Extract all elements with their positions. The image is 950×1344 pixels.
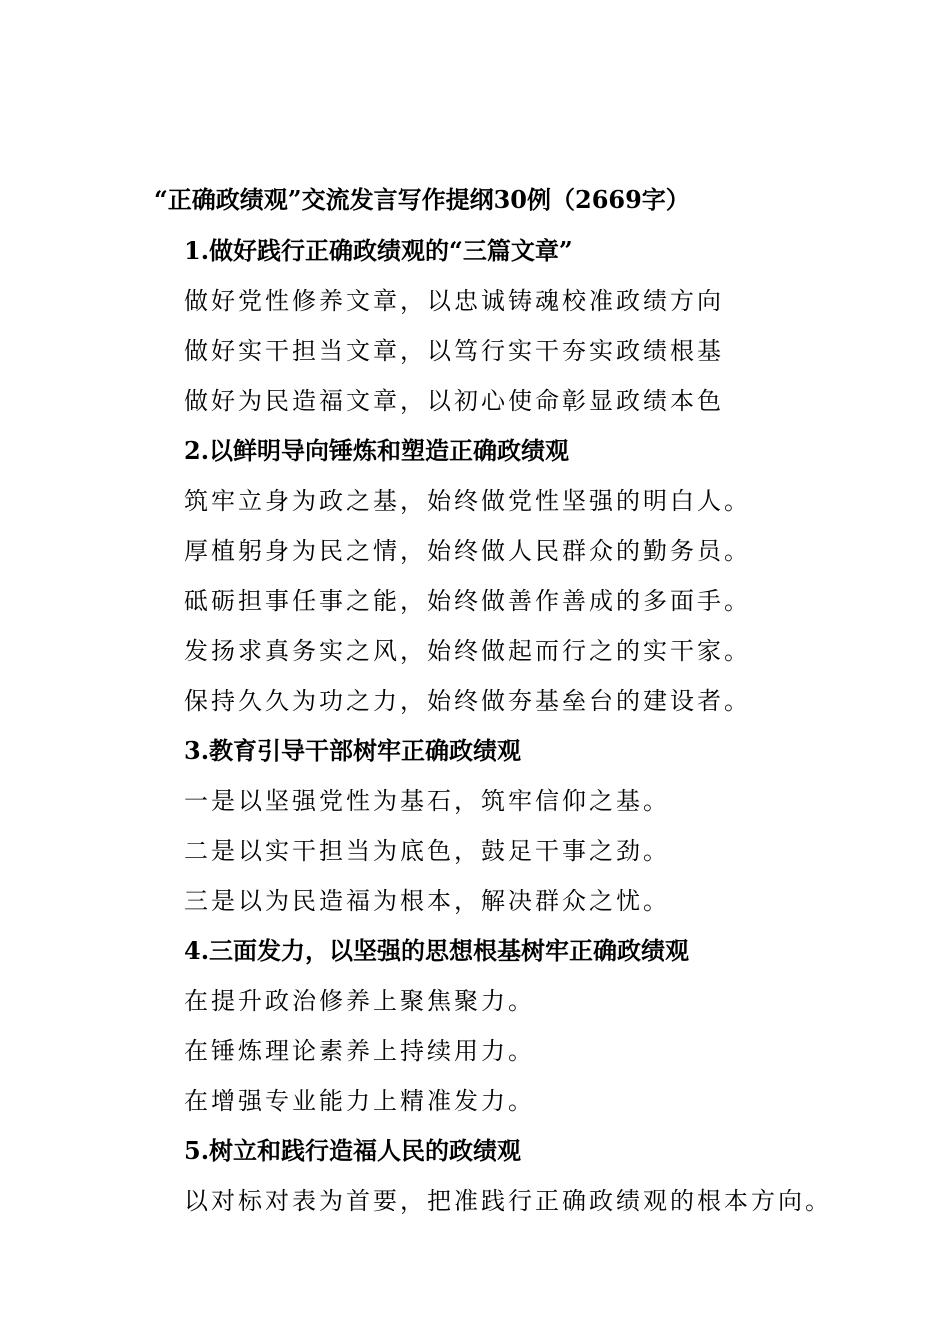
body-line: 筑牢立身为政之基，始终做党性坚强的明白人。 bbox=[184, 487, 751, 515]
body-line: 在增强专业能力上精准发力。 bbox=[184, 1087, 535, 1115]
body-line: 厚植躬身为民之情，始终做人民群众的勤务员。 bbox=[184, 537, 751, 565]
document-body bbox=[184, 226, 904, 1226]
document-title: “正确政绩观”交流发言写作提纲30例（2669字） bbox=[154, 185, 690, 214]
body-line: 做好为民造福文章，以初心使命彰显政绩本色 bbox=[184, 387, 724, 415]
body-line: 做好党性修养文章，以忠诚铸魂校准政绩方向 bbox=[184, 287, 724, 315]
body-line: 保持久久为功之力，始终做夯基垒台的建设者。 bbox=[184, 687, 751, 715]
body-line: 一是以坚强党性为基石，筑牢信仰之基。 bbox=[184, 787, 670, 815]
section-heading: 1.做好践行正确政绩观的“三篇文章” bbox=[184, 236, 573, 265]
body-line: 在提升政治修养上聚焦聚力。 bbox=[184, 987, 535, 1015]
body-line: 做好实干担当文章，以笃行实干夯实政绩根基 bbox=[184, 337, 724, 365]
section-heading: 2.以鲜明导向锤炼和塑造正确政绩观 bbox=[184, 436, 570, 465]
section-heading: 4.三面发力，以坚强的思想根基树牢正确政绩观 bbox=[184, 936, 690, 965]
section-heading: 3.教育引导干部树牢正确政绩观 bbox=[184, 736, 522, 765]
body-line: 三是以为民造福为根本，解决群众之忧。 bbox=[184, 887, 670, 915]
body-line: 以对标对表为首要，把准践行正确政绩观的根本方向。 bbox=[184, 1187, 832, 1215]
body-line: 在锤炼理论素养上持续用力。 bbox=[184, 1037, 535, 1065]
body-line: 二是以实干担当为底色，鼓足干事之劲。 bbox=[184, 837, 670, 865]
body-line: 砥砺担事任事之能，始终做善作善成的多面手。 bbox=[184, 587, 751, 615]
body-line: 发扬求真务实之风，始终做起而行之的实干家。 bbox=[184, 637, 751, 665]
section-heading: 5.树立和践行造福人民的政绩观 bbox=[184, 1136, 522, 1165]
